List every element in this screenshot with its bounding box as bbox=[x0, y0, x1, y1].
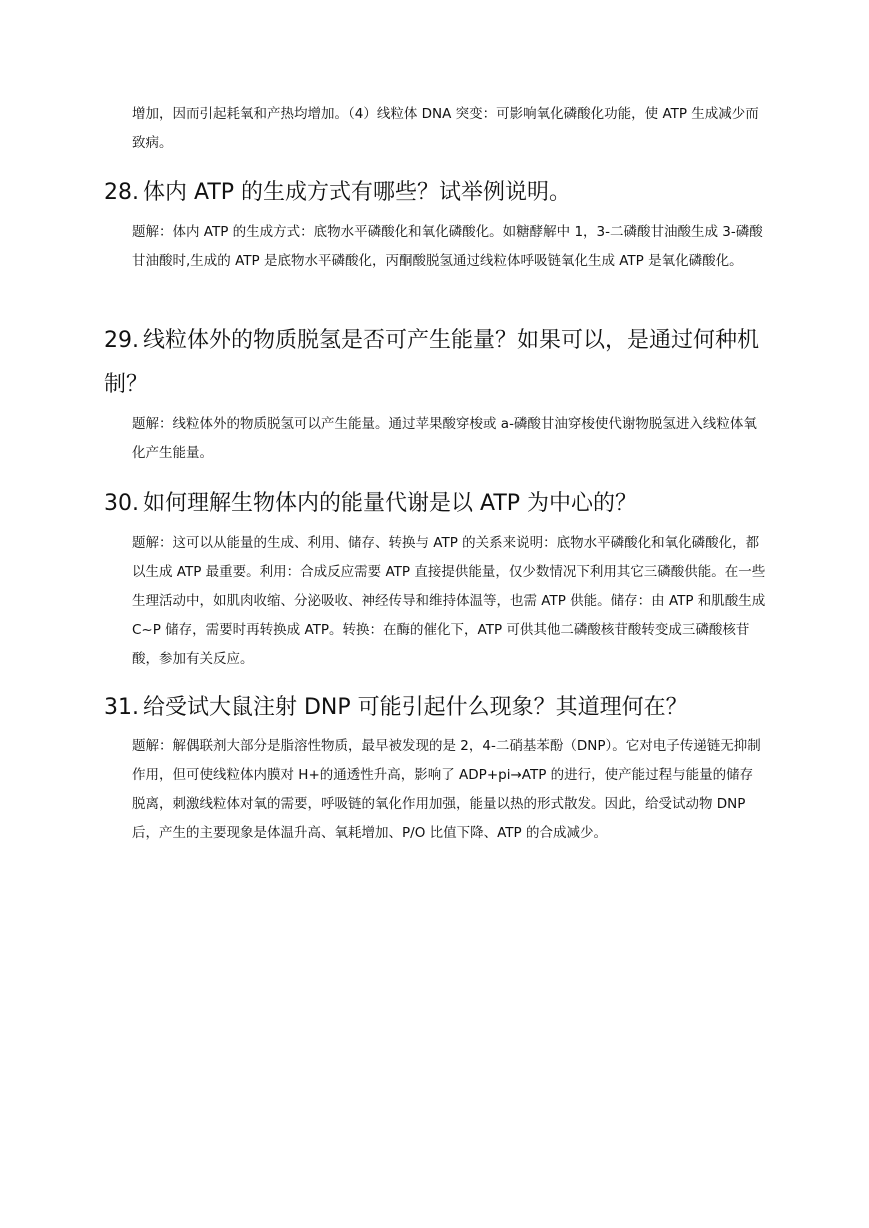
question-28-heading bbox=[104, 171, 764, 215]
question-31-number: 31. bbox=[104, 695, 139, 720]
question-30-heading bbox=[104, 482, 764, 526]
answer-30-paragraph: 题解：这可以从能量的生成、利用、储存、转换与 ATP 的关系来说明：底物水平磷酸化和氧化磷酸化，都以生成 ATP 最重要。利用：合成反应需要 ATP 直接提供能量，仅少数情况下利用其它三磷酸供能。在一些生理活动中，如肌肉收缩、分泌吸收、神经传导和维持体温等，也需 ATP 供能。储存：由 ATP 和肌酸生成 C~P 储存，需要时再转换成 ATP。转换：在酶的催化下，ATP 可供其他二磷酸核苷酸转变成三磷酸核苷酸，参加有关反应。 bbox=[132, 535, 766, 667]
question-30-number: 30. bbox=[104, 491, 139, 516]
question-29-number: 29. bbox=[104, 328, 139, 353]
answer-28-paragraph: 题解：体内 ATP 的生成方式：底物水平磷酸化和氧化磷酸化。如糖酵解中 1，3-二磷酸甘油酸生成 3-磷酸甘油酸时,生成的 ATP 是底物水平磷酸化，丙酮酸脱氢通过线粒体呼吸链氧化生成 ATP 是氧化磷酸化。 bbox=[132, 224, 763, 269]
answer-31-paragraph: 题解：解偶联剂大部分是脂溶性物质，最早被发现的是 2，4-二硝基苯酚（DNP）。它对电子传递链无抑制作用，但可使线粒体内膜对 H+的通透性升高，影响了 ADP+pi→ATP 的进行，使产能过程与能量的储存脱离，刺激线粒体对氧的需要，呼吸链的氧化作用加强，能量以热的形式散发。因此，给受试动物 DNP 后，产生的主要现象是体温升高、氧耗增加、P/O 比值下降、ATP 的合成减少。 bbox=[132, 738, 761, 841]
question-28-text: 体内 ATP 的生成方式有哪些？试举例说明。 bbox=[143, 180, 572, 205]
question-30-text: 如何理解生物体内的能量代谢是以 ATP 为中心的？ bbox=[143, 491, 638, 516]
question-29-heading bbox=[104, 319, 764, 407]
answer-29-paragraph: 题解：线粒体外的物质脱氢可以产生能量。通过苹果酸穿梭或 a-磷酸甘油穿梭使代谢物脱氢进入线粒体氧化产生能量。 bbox=[132, 416, 757, 461]
continuation-paragraph: 增加，因而引起耗氧和产热均增加。（4）线粒体 DNA 突变：可影响氧化磷酸化功能，使 ATP 生成减少而致病。 bbox=[132, 106, 759, 151]
question-28-number: 28. bbox=[104, 180, 139, 205]
question-31-text: 给受试大鼠注射 DNP 可能引起什么现象？其道理何在？ bbox=[143, 695, 688, 720]
question-31-heading bbox=[104, 686, 764, 730]
question-29-text: 线粒体外的物质脱氢是否可产生能量？如果可以，是通过何种机制？ bbox=[104, 328, 760, 397]
